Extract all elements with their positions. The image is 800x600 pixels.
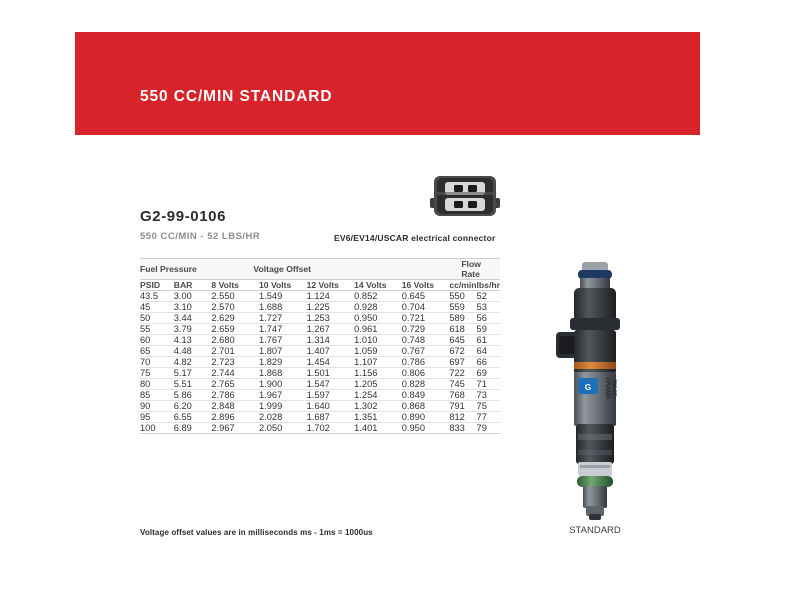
cell-8v: 2.723 (211, 357, 259, 368)
cell-12v: 1.454 (307, 357, 355, 368)
spec-table-container (140, 258, 500, 434)
col-header-10v: 10 Volts (259, 280, 307, 291)
table-row (140, 368, 500, 379)
table-row (140, 313, 500, 324)
cell-16v: 0.767 (402, 346, 450, 357)
cell-10v: 1.868 (259, 368, 307, 379)
cell-8v: 2.848 (211, 401, 259, 412)
table-row (140, 401, 500, 412)
connector-label: EV6/EV14/USCAR electrical connector (334, 233, 496, 243)
cell-16v: 0.721 (402, 313, 450, 324)
table-row (140, 412, 500, 423)
cell-bar: 4.82 (174, 357, 212, 368)
cell-14v: 1.254 (354, 390, 402, 401)
cell-lbshr: 61 (477, 335, 500, 346)
cell-psid: 65 (140, 346, 174, 357)
cell-ccmin: 550 (449, 291, 476, 302)
cell-psid: 75 (140, 368, 174, 379)
table-header-row (140, 280, 500, 291)
cell-14v: 0.852 (354, 291, 402, 302)
svg-text:550 CC: 550 CC (611, 379, 617, 397)
col-header-lbshr: lbs/hr (476, 280, 500, 290)
table-row (140, 335, 500, 346)
cell-8v: 2.967 (211, 423, 259, 434)
cell-bar: 4.13 (174, 335, 212, 346)
cell-bar: 4.48 (174, 346, 212, 357)
cell-psid: 60 (140, 335, 174, 346)
cell-12v: 1.501 (307, 368, 355, 379)
cell-bar: 6.20 (174, 401, 212, 412)
cell-8v: 2.570 (211, 302, 259, 313)
cell-10v: 2.028 (259, 412, 307, 423)
cell-10v: 1.807 (259, 346, 307, 357)
cell-lbshr: 79 (477, 423, 500, 434)
cell-ccmin: 833 (449, 423, 476, 434)
cell-psid: 85 (140, 390, 174, 401)
group-header-voltage-offset: Voltage Offset (211, 259, 449, 280)
cell-lbshr: 53 (477, 302, 500, 313)
cell-12v: 1.640 (307, 401, 355, 412)
cell-psid: 45 (140, 302, 174, 313)
footnote: Voltage offset values are in milliseconds ms - 1ms = 1000us (140, 528, 373, 537)
cell-14v: 1.010 (354, 335, 402, 346)
injector-caption: STANDARD (569, 525, 621, 536)
cell-psid: 55 (140, 324, 174, 335)
svg-text:GRAMS: GRAMS (604, 376, 610, 400)
cell-ccmin: 645 (449, 335, 476, 346)
cell-16v: 0.704 (402, 302, 450, 313)
cell-14v: 1.107 (354, 357, 402, 368)
cell-12v: 1.314 (307, 335, 355, 346)
cell-lbshr: 75 (477, 401, 500, 412)
cell-14v: 0.928 (354, 302, 402, 313)
spec-table-body (140, 291, 500, 434)
cell-bar: 6.89 (174, 423, 212, 434)
col-header-8v: 8 Volts (211, 280, 259, 291)
cell-psid: 43.5 (140, 291, 174, 302)
cell-ccmin: 768 (449, 390, 476, 401)
table-row (140, 379, 500, 390)
col-header-16v: 16 Volts (402, 280, 450, 291)
cell-14v: 1.156 (354, 368, 402, 379)
cell-10v: 1.549 (259, 291, 307, 302)
cell-16v: 0.849 (402, 390, 450, 401)
cell-ccmin: 791 (449, 401, 476, 412)
cell-8v: 2.629 (211, 313, 259, 324)
cell-8v: 2.765 (211, 379, 259, 390)
cell-psid: 50 (140, 313, 174, 324)
cell-lbshr: 77 (477, 412, 500, 423)
cell-14v: 1.351 (354, 412, 402, 423)
cell-lbshr: 71 (477, 379, 500, 390)
cell-10v: 1.767 (259, 335, 307, 346)
cell-psid: 95 (140, 412, 174, 423)
cell-bar: 3.44 (174, 313, 212, 324)
cell-16v: 0.806 (402, 368, 450, 379)
cell-10v: 1.829 (259, 357, 307, 368)
cell-14v: 0.961 (354, 324, 402, 335)
cell-14v: 1.401 (354, 423, 402, 434)
cell-12v: 1.547 (307, 379, 355, 390)
cell-8v: 2.786 (211, 390, 259, 401)
cell-ccmin: 672 (449, 346, 476, 357)
cell-10v: 1.967 (259, 390, 307, 401)
injector-connector-icon (428, 172, 502, 220)
cell-bar: 5.17 (174, 368, 212, 379)
cell-16v: 0.890 (402, 412, 450, 423)
cell-8v: 2.744 (211, 368, 259, 379)
cell-10v: 1.999 (259, 401, 307, 412)
cell-bar: 3.10 (174, 302, 212, 313)
cell-bar: 3.00 (174, 291, 212, 302)
cell-14v: 0.950 (354, 313, 402, 324)
header-banner (75, 32, 700, 135)
cell-12v: 1.267 (307, 324, 355, 335)
cell-8v: 2.701 (211, 346, 259, 357)
cell-16v: 0.950 (402, 423, 450, 434)
cell-ccmin: 589 (449, 313, 476, 324)
cell-ccmin: 722 (449, 368, 476, 379)
cell-ccmin: 559 (449, 302, 476, 313)
page-title: 550 CC/MIN STANDARD (140, 88, 333, 105)
group-header-fuel-pressure: Fuel Pressure (140, 259, 211, 280)
cell-bar: 5.51 (174, 379, 212, 390)
cell-lbshr: 52 (477, 291, 500, 302)
table-row (140, 423, 500, 434)
cell-ccmin: 745 (449, 379, 476, 390)
cell-ccmin: 697 (449, 357, 476, 368)
cell-lbshr: 73 (477, 390, 500, 401)
cell-psid: 100 (140, 423, 174, 434)
col-header-psid: PSID (140, 280, 174, 291)
group-header-flow-rate: Flow Rate (449, 259, 500, 280)
cell-psid: 80 (140, 379, 174, 390)
col-header-ccmin: cc/min (449, 280, 477, 290)
cell-8v: 2.896 (211, 412, 259, 423)
cell-10v: 1.727 (259, 313, 307, 324)
cell-14v: 1.205 (354, 379, 402, 390)
cell-lbshr: 69 (477, 368, 500, 379)
table-row (140, 302, 500, 313)
cell-10v: 1.900 (259, 379, 307, 390)
cell-psid: 70 (140, 357, 174, 368)
table-row (140, 291, 500, 302)
table-row (140, 357, 500, 368)
cell-lbshr: 59 (477, 324, 500, 335)
cell-12v: 1.687 (307, 412, 355, 423)
cell-14v: 1.302 (354, 401, 402, 412)
cell-8v: 2.550 (211, 291, 259, 302)
table-row (140, 390, 500, 401)
part-subtitle: 550 CC/MIN - 52 LBS/HR (140, 231, 261, 242)
col-header-14v: 14 Volts (354, 280, 402, 291)
cell-lbshr: 56 (477, 313, 500, 324)
col-header-bar: BAR (174, 280, 212, 291)
cell-12v: 1.597 (307, 390, 355, 401)
cell-bar: 6.55 (174, 412, 212, 423)
table-group-header-row (140, 259, 500, 280)
col-header-12v: 12 Volts (307, 280, 355, 291)
cell-ccmin: 618 (449, 324, 476, 335)
table-row (140, 324, 500, 335)
cell-bar: 3.79 (174, 324, 212, 335)
cell-10v: 1.688 (259, 302, 307, 313)
cell-16v: 0.868 (402, 401, 450, 412)
cell-12v: 1.253 (307, 313, 355, 324)
cell-16v: 0.729 (402, 324, 450, 335)
fuel-injector-image (540, 258, 650, 548)
cell-12v: 1.702 (307, 423, 355, 434)
cell-16v: 0.828 (402, 379, 450, 390)
cell-psid: 90 (140, 401, 174, 412)
part-number: G2-99-0106 (140, 208, 227, 225)
cell-16v: 0.748 (402, 335, 450, 346)
cell-8v: 2.680 (211, 335, 259, 346)
table-row (140, 346, 500, 357)
cell-8v: 2.659 (211, 324, 259, 335)
cell-lbshr: 64 (477, 346, 500, 357)
cell-16v: 0.645 (402, 291, 450, 302)
cell-bar: 5.86 (174, 390, 212, 401)
cell-12v: 1.124 (307, 291, 355, 302)
cell-lbshr: 66 (477, 357, 500, 368)
cell-10v: 1.747 (259, 324, 307, 335)
cell-12v: 1.225 (307, 302, 355, 313)
svg-text:G: G (584, 383, 592, 392)
cell-ccmin: 812 (449, 412, 476, 423)
spec-table (140, 258, 500, 434)
cell-14v: 1.059 (354, 346, 402, 357)
cell-16v: 0.786 (402, 357, 450, 368)
cell-12v: 1.407 (307, 346, 355, 357)
cell-10v: 2.050 (259, 423, 307, 434)
